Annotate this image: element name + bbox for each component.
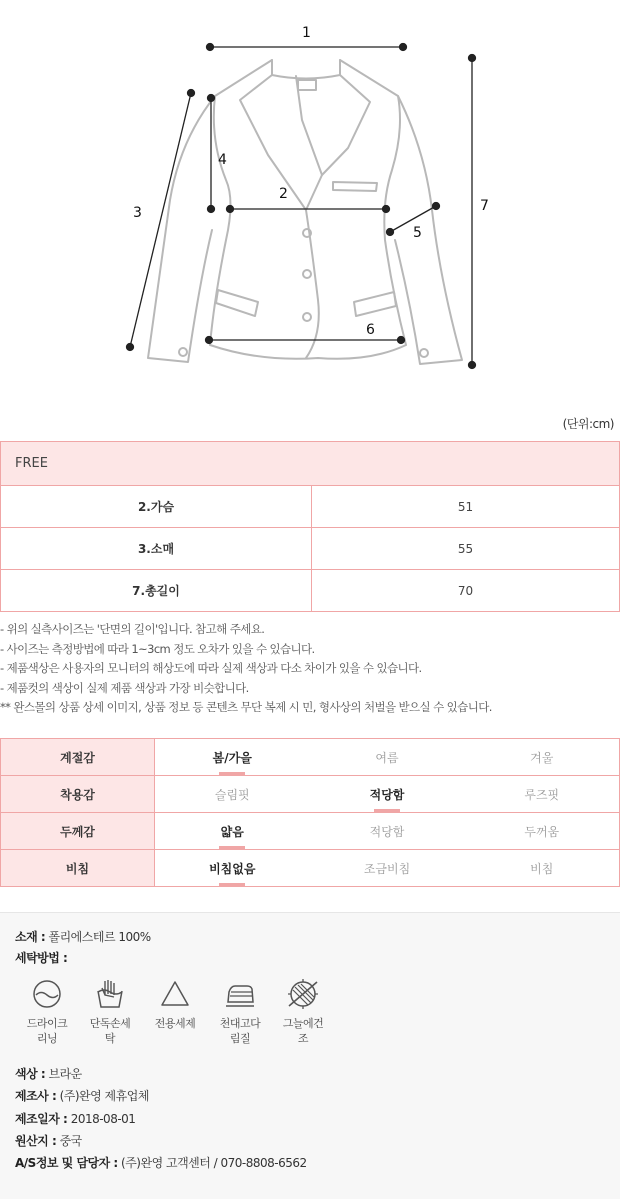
feel-option: 슬림핏 [155,776,310,813]
feel-category: 계절감 [1,739,155,776]
size-table-header-row [1,442,620,486]
table-row [1,570,620,612]
size-row-label: 3.소매 [1,528,312,570]
size-diagram [0,0,620,410]
origin-line: 원산지 : 중국 [15,1134,82,1148]
dimension-label-7: 7 [480,198,489,214]
material-line: 소재 : 폴리에스테르 100% [15,930,151,944]
wash-item-iron: 천대고다 림질 [210,978,270,1046]
note-line: - 제품색상은 사용자의 모니터의 해상도에 따라 실제 색상과 다소 차이가 있을 수 있습니다. [0,661,422,675]
table-row [1,528,620,570]
wash-label: 세탁방법 : [15,951,68,965]
note-line: - 사이즈는 측정방법에 따라 1~3cm 정도 오차가 있을 수 있습니다. [0,641,315,656]
jacket-illustration [0,0,620,410]
feel-option: 조금비침 [310,850,465,887]
size-row-value: 55 [312,528,620,570]
feel-row-sheerness [1,850,620,887]
feel-row-fit [1,776,620,813]
note-line: - 제품컷의 색상이 실제 제품 색상과 가장 비슷합니다. [0,680,249,695]
as-info-line: A/S정보 및 담당자 : (주)완영 고객센터 / 070-8808-6562 [15,1156,307,1170]
size-row-value: 70 [312,570,620,612]
dimension-label-1: 1 [302,25,311,41]
color-line: 색상 : 브라운 [15,1067,82,1081]
wash-item-dry-clean: 드라이크 리닝 [17,978,77,1046]
maker-line: 제조사 : (주)완영 제휴업체 [15,1089,149,1103]
size-row-label: 7.총길이 [1,570,312,612]
table-row [1,486,620,528]
size-table-header: FREE [1,442,620,486]
wash-item-hand-wash: 단독손세 탁 [80,978,140,1046]
feel-option: 겨울 [465,739,620,776]
feel-option: 봄/가을 [155,739,310,776]
size-table [0,441,620,612]
feel-option: 비침 [465,850,620,887]
hand-wash-icon [94,978,126,1010]
feel-row-thickness [1,813,620,850]
note-line: ** 완스몰의 상품 상세 이미지, 상품 정보 등 콘텐츠 무단 복제 시 민, 형사상의 처벌을 받으실 수 있습니다. [0,700,492,714]
feel-option: 루즈핏 [465,776,620,813]
product-feel-table [0,738,620,887]
size-row-label: 2.가슴 [1,486,312,528]
feel-option: 얇음 [155,813,310,850]
dry-clean-icon [31,978,63,1010]
feel-category: 비침 [1,850,155,887]
shade-dry-icon [286,978,320,1010]
wash-item-detergent: 전용세제 [145,978,205,1031]
product-info [0,912,620,1199]
dimension-label-3: 3 [133,205,142,221]
dimension-label-4: 4 [218,152,227,168]
feel-option: 적당함 [310,813,465,850]
feel-option: 두꺼움 [465,813,620,850]
dimension-label-2: 2 [279,186,288,202]
size-notes [0,620,620,718]
feel-category: 착용감 [1,776,155,813]
neutral-detergent-icon [159,978,191,1010]
dimension-label-6: 6 [366,322,375,338]
size-row-value: 51 [312,486,620,528]
dimension-label-5: 5 [413,225,422,241]
unit-label: (단위:cm) [562,417,614,431]
feel-option: 비침없음 [155,850,310,887]
feel-option: 여름 [310,739,465,776]
note-line: - 위의 실측사이즈는 '단면의 길이'입니다. 참고해 주세요. [0,622,265,636]
feel-row-season [1,739,620,776]
manufacture-date-line: 제조일자 : 2018-08-01 [15,1112,136,1126]
wash-item-shade-dry: 그늘에건 조 [273,978,333,1046]
iron-icon [222,978,258,1010]
feel-option: 적당함 [310,776,465,813]
feel-category: 두께감 [1,813,155,850]
